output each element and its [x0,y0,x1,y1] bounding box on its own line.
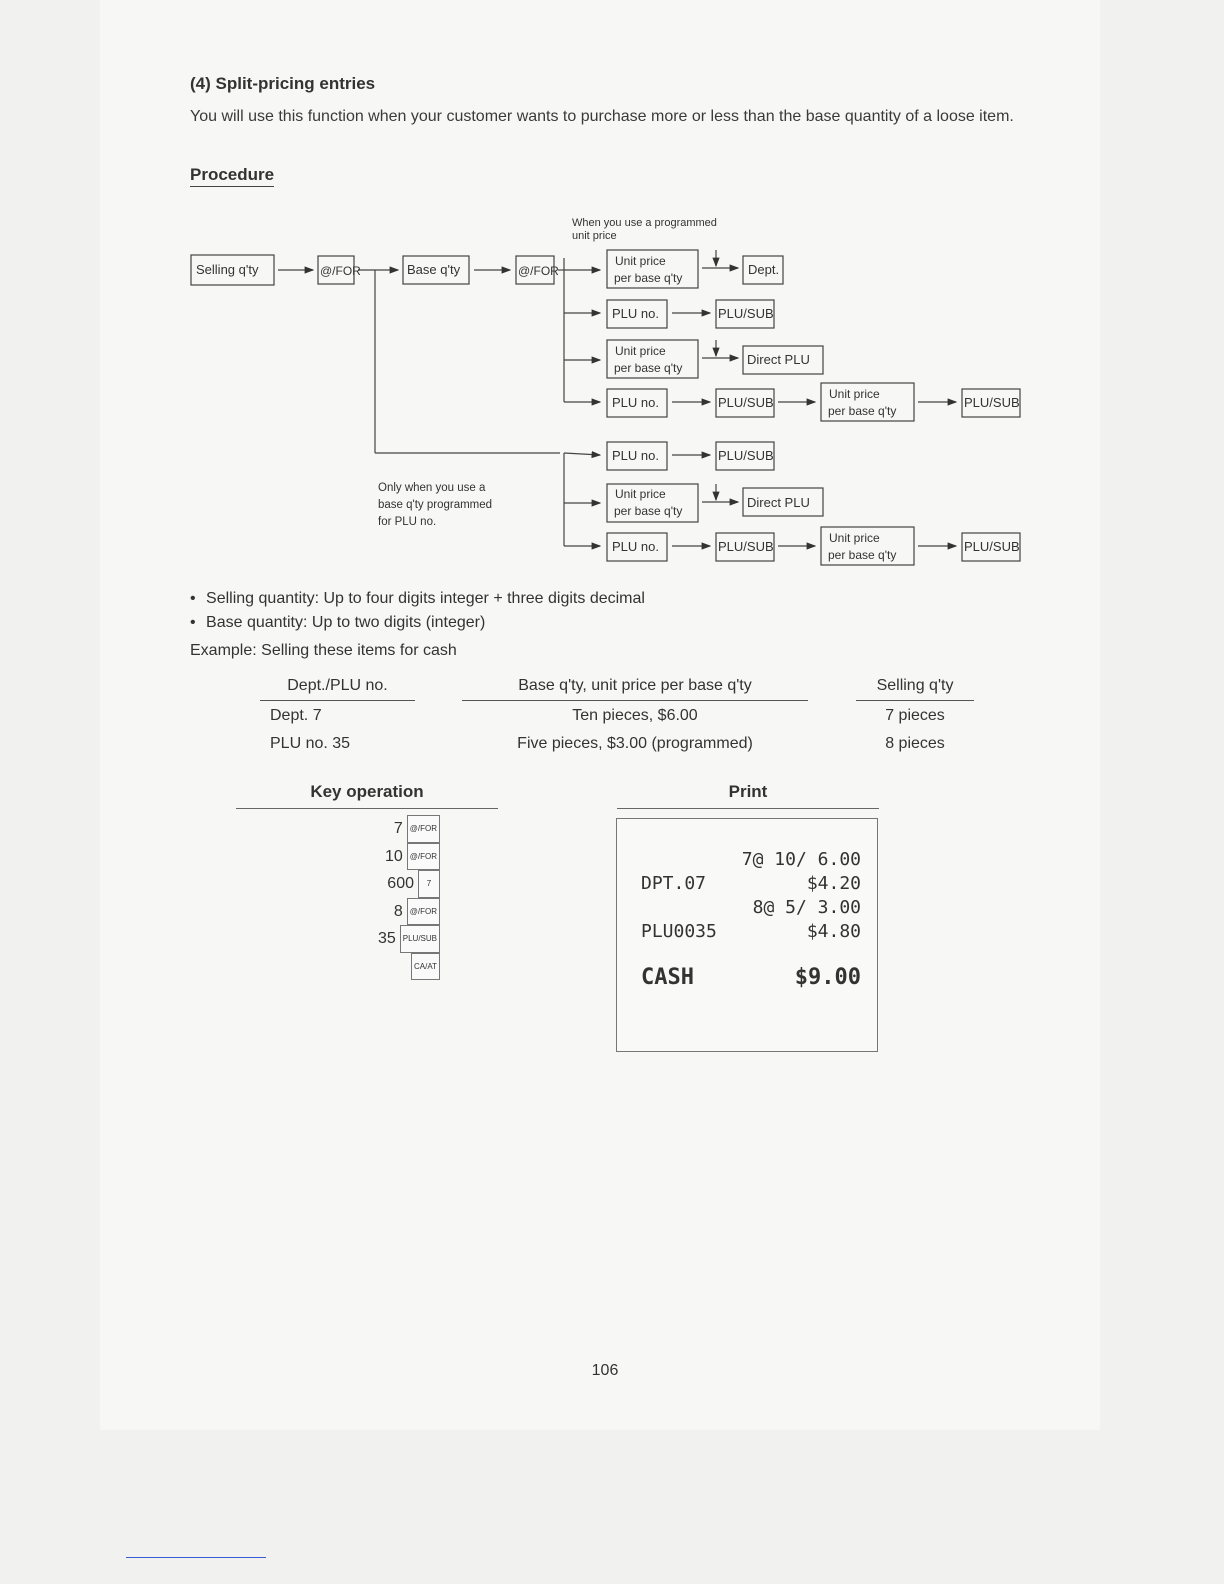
key-step: 600 7 [300,870,440,898]
receipt-total-amount: $9.00 [794,965,861,990]
unit-price-label: Unit price [615,254,666,268]
receipt-line: 8@ 5/ 3.00 [752,897,861,918]
unit-price-label: Unit price [829,531,880,545]
key-step: 35 PLU/SUB [300,925,440,953]
table-cell: Ten pieces, $6.00 [572,707,698,724]
list-item: • Selling quantity: Up to four digits integer + three digits decimal [190,587,645,611]
receipt-line: PLU0035 [641,921,717,942]
per-base-qty-label: per base q'ty [828,548,897,562]
direct-plu-key-label: Direct PLU [747,495,810,510]
receipt-line: 7@ 10/ 6.00 [741,849,861,870]
selling-qty-label: Selling q'ty [196,262,259,277]
direct-plu-key-label: Direct PLU [747,352,810,367]
plu-sub-key-label: PLU/SUB [718,448,774,463]
procedure-label: Procedure [190,165,274,187]
unit-price-label: Unit price [829,387,880,401]
receipt-line: $4.80 [806,921,861,942]
note-programmed-unit-price: When you use a programmed [572,217,717,229]
receipt-total-label: CASH [641,965,694,990]
table-cell: Dept. 7 [270,707,322,724]
dept-key-label: Dept. [748,262,780,277]
base-qty-label: Base q'ty [407,262,461,277]
per-base-qty-label: per base q'ty [614,361,683,375]
table-header-base-qty: Base q'ty, unit price per base q'ty [462,677,808,701]
for-key-icon: @/FOR [407,815,440,843]
plu-sub-key-icon: PLU/SUB [400,925,440,953]
key-step: 7 @/FOR [300,815,440,843]
key-operation-sequence [300,815,440,980]
cash-key-icon: CA/AT [411,953,440,981]
note-base-qty-programmed: Only when you use a [378,482,486,494]
plu-no-label: PLU no. [612,539,659,554]
section-title: (4) Split-pricing entries [190,74,376,93]
plu-sub-key-label: PLU/SUB [718,539,774,554]
unit-price-label: Unit price [615,344,666,358]
example-caption: Example: Selling these items for cash [190,642,457,659]
plu-sub-key-label: PLU/SUB [718,306,774,321]
quantity-limits-list [190,587,645,635]
list-item: • Base quantity: Up to two digits (integer) [190,611,645,635]
for-key-icon: @/FOR [407,898,440,926]
for-key-label-1: @/FOR [320,264,361,278]
print-title: Print [617,782,879,809]
key-step [300,953,440,981]
plu-sub-key-label: PLU/SUB [718,395,774,410]
key-operation-title: Key operation [236,782,498,809]
plu-sub-key-label: PLU/SUB [964,539,1020,554]
for-key-label-2: @/FOR [518,264,559,278]
table-cell: Five pieces, $3.00 (programmed) [517,735,753,752]
table-cell: PLU no. 35 [270,735,351,752]
plu-no-label: PLU no. [612,448,659,463]
intro-paragraph: You will use this function when your customer wants to purchase more or less than the base quantity of a loose item. [190,108,1014,125]
note-programmed-unit-price-2: unit price [572,230,617,242]
plu-no-label: PLU no. [612,395,659,410]
for-key-icon: @/FOR [407,843,440,871]
note-base-qty-programmed-3: for PLU no. [378,516,437,528]
note-base-qty-programmed-2: base q'ty programmed [378,499,493,511]
printed-receipt [616,818,878,1052]
plu-sub-key-label: PLU/SUB [964,395,1020,410]
receipt-line: $4.20 [806,873,861,894]
footer-rule [126,1557,266,1558]
plu-no-label: PLU no. [612,306,659,321]
dept-7-key-icon: 7 [418,870,440,898]
per-base-qty-label: per base q'ty [828,404,897,418]
table-cell: 7 pieces [885,707,945,724]
procedure-flow-diagram [0,0,1224,580]
per-base-qty-label: per base q'ty [614,504,683,518]
table-header-dept-plu: Dept./PLU no. [260,677,415,701]
unit-price-label: Unit price [615,487,666,501]
key-step: 8 @/FOR [300,898,440,926]
table-header-selling-qty: Selling q'ty [856,677,974,701]
page-number: 106 [591,1362,619,1379]
per-base-qty-label: per base q'ty [614,271,683,285]
receipt-line: DPT.07 [641,873,707,894]
key-step: 10 @/FOR [300,843,440,871]
table-cell: 8 pieces [885,735,945,752]
